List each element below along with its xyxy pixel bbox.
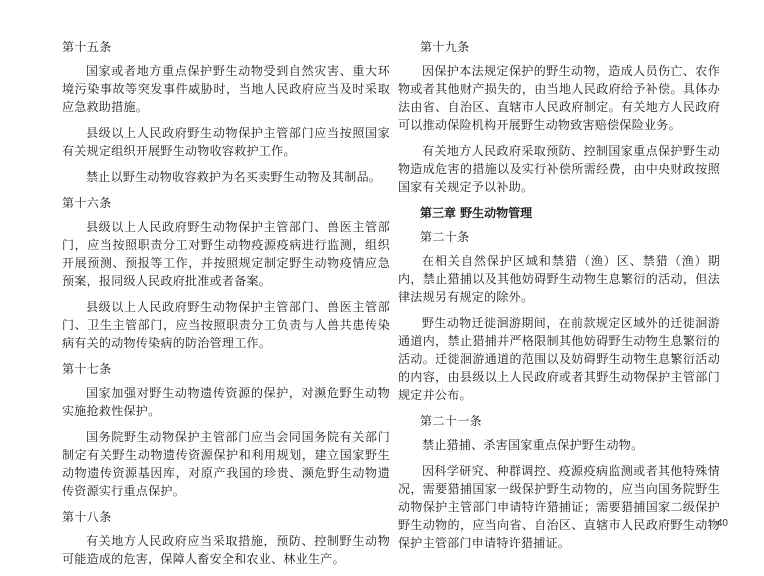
article-heading: 第二十条 [420,230,470,244]
article-paragraph: 县级以上人民政府野生动物保护主管部门、兽医主管部门、卫生主管部门，应当按照职责分工负责与人兽共患传染病有关的动物传染病的防治管理工作。 [62,300,390,350]
article-paragraph: 国家加强对野生动物遗传资源的保护，对濒危野生动物实施抢救性保护。 [62,386,390,418]
article-paragraph: 有关地方人民政府应当采取措施，预防、控制野生动物可能造成的危害，保障人畜安全和农业、林业生产。 [62,534,390,566]
article-paragraph: 因科学研究、种群调控、疫源疫病监测或者其他特殊情况，需要猎捕国家一级保护野生动物的，应当向国务院野生动物保护主管部门申请特许猎捕证；需要猎捕国家二级保护野生动物的，应当向省、自治区、直辖市人民政府野生动物保护主管部门申请特许猎捕证。 [398,464,720,550]
chapter-heading: 第三章 野生动物管理 [420,206,533,220]
article-paragraph: 有关地方人民政府采取预防、控制国家重点保护野生动物造成危害的措施以及实行补偿所需经费，由中央财政按照国家有关规定予以补助。 [398,144,720,194]
article-paragraph: 禁止以野生动物收容救护为名买卖野生动物及其制品。 [86,170,382,184]
right-column [398,38,720,560]
left-column [62,38,390,576]
article-heading: 第十九条 [420,40,470,54]
article-paragraph: 在相关自然保护区域和禁猎（渔）区、禁猎（渔）期内，禁止猎捕以及其他妨碍野生动物生息繁衍的活动，但法律法规另有规定的除外。 [398,254,720,304]
article-paragraph: 禁止猎捕、杀害国家重点保护野生动物。 [422,438,644,452]
article-heading: 第十五条 [62,40,112,54]
article-heading: 第二十一条 [420,414,483,428]
article-heading: 第十六条 [62,196,112,210]
article-paragraph: 野生动物迁徙洄游期间，在前款规定区域外的迁徙洄游通道内，禁止猎捕并严格限制其他妨碍野生动物生息繁衍的活动。迁徙洄游通道的范围以及妨碍野生动物生息繁衍活动的内容，由县级以上人民政府或者其野生动物保护主管部门规定并公布。 [398,316,720,402]
article-paragraph: 县级以上人民政府野生动物保护主管部门、兽医主管部门，应当按照职责分工对野生动物疫源疫病进行监测，组织开展预测、预报等工作，并按照规定制定野生动物疫情应急预案，报同级人民政府批准或者备案。 [62,220,390,288]
article-paragraph: 国家或者地方重点保护野生动物受到自然灾害、重大环境污染事故等突发事件威胁时，当地人民政府应当及时采取应急救助措施。 [62,64,390,114]
article-paragraph: 国务院野生动物保护主管部门应当会同国务院有关部门制定有关野生动物遗传资源保护和利用规划，建立国家野生动物遗传资源基因库，对原产我国的珍贵、濒危野生动物遗传资源实行重点保护。 [62,430,390,498]
article-heading: 第十七条 [62,362,112,376]
page-number: 40 [716,518,728,529]
article-paragraph: 县级以上人民政府野生动物保护主管部门应当按照国家有关规定组织开展野生动物收容救护工作。 [62,126,390,158]
article-paragraph: 因保护本法规定保护的野生动物，造成人员伤亡、农作物或者其他财产损失的，由当地人民政府给予补偿。具体办法由省、自治区、直辖市人民政府制定。有关地方人民政府可以推动保险机构开展野生动物致害赔偿保险业务。 [398,64,720,132]
article-heading: 第十八条 [62,510,112,524]
